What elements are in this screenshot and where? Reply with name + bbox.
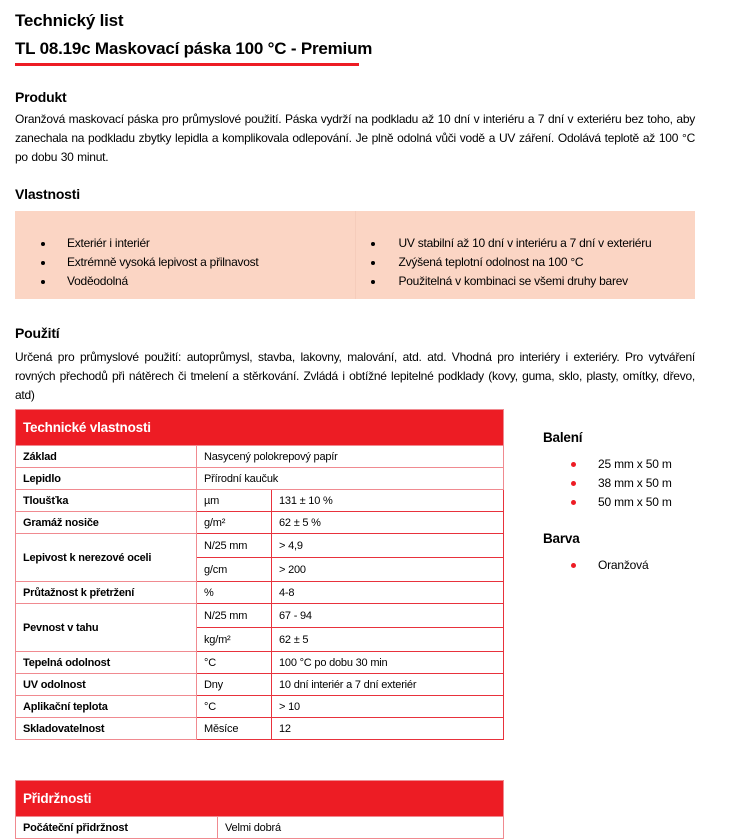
packaging-item: 25 mm x 50 m (598, 457, 672, 471)
row-unit: g/m² (197, 512, 272, 534)
bullet-icon (41, 280, 45, 284)
row-unit: % (197, 582, 272, 604)
row-unit: N/25 mm (197, 604, 272, 628)
section-heading-baleni: Balení (543, 430, 583, 445)
row-unit: Dny (197, 674, 272, 696)
property-item (15, 253, 355, 272)
table-row (16, 468, 504, 490)
property-text: Voděodolná (67, 274, 128, 288)
row-unit: Měsíce (197, 718, 272, 740)
table-row (16, 582, 504, 604)
row-value: Nasycený polokrepový papír (197, 446, 504, 468)
property-text: UV stabilní až 10 dní v interiéru a 7 dní v exteriéru (398, 236, 652, 250)
row-label: Tepelná odolnost (16, 652, 197, 674)
table-row (16, 512, 504, 534)
bullet-icon (371, 280, 375, 284)
bullet-icon (371, 242, 375, 246)
table-row (16, 718, 504, 740)
technical-properties-table (15, 409, 504, 740)
packaging-item: 38 mm x 50 m (598, 476, 672, 490)
product-title: TL 08.19c Maskovací páska 100 °C - Premium (15, 39, 373, 58)
bullet-icon (371, 261, 375, 265)
property-item (15, 234, 355, 253)
row-label: Průtažnost k přetržení (16, 582, 197, 604)
property-text: Použitelná v kombinaci se všemi druhy barev (398, 274, 628, 288)
row-label: Lepidlo (16, 468, 197, 490)
row-unit: kg/m² (197, 628, 272, 652)
property-text: Zvýšená teplotní odolnost na 100 °C (398, 255, 584, 269)
row-value: 131 ± 10 % (272, 490, 504, 512)
property-item (356, 253, 696, 272)
section-heading-vlastnosti: Vlastnosti (15, 186, 80, 202)
table-row (16, 652, 504, 674)
table-row (16, 674, 504, 696)
row-value: 12 (272, 718, 504, 740)
row-label: Lepivost k nerezové oceli (16, 534, 197, 582)
row-label: Základ (16, 446, 197, 468)
table-row (16, 446, 504, 468)
table-row (16, 490, 504, 512)
bullet-icon (41, 242, 45, 246)
row-value: > 200 (272, 558, 504, 582)
bullet-icon (41, 261, 45, 265)
section-heading-produkt: Produkt (15, 89, 67, 105)
title-underline (15, 63, 359, 66)
table-header: Technické vlastnosti (16, 410, 504, 446)
property-item (356, 234, 696, 253)
row-value: Velmi dobrá (218, 817, 504, 839)
property-item (356, 272, 696, 291)
table-row (16, 696, 504, 718)
row-value: 62 ± 5 % (272, 512, 504, 534)
produkt-text: Oranžová maskovací páska pro průmyslové použití. Páska vydrží na podkladu až 10 dní v interiéru a 7 dní v exteriéru bez toho, aby zanechala na podkladu zbytky lepidla a komplikovala odlepování. Je plně odolná vůči vodě a UV záření. Odolává teplotě až 100 °C po dobu 30 minut. (15, 112, 695, 164)
row-label: Tloušťka (16, 490, 197, 512)
bullet-icon (571, 500, 576, 505)
table-row (16, 604, 504, 628)
row-unit: °C (197, 696, 272, 718)
table-header: Přidržnosti (16, 781, 504, 817)
row-label: Počáteční přidržnost (16, 817, 218, 839)
row-value: 62 ± 5 (272, 628, 504, 652)
row-value: > 10 (272, 696, 504, 718)
properties-box (15, 211, 695, 299)
row-label: Gramáž nosiče (16, 512, 197, 534)
property-text: Extrémně vysoká lepivost a přilnavost (67, 255, 259, 269)
pouziti-text: Určená pro průmyslové použití: autoprůmysl, stavba, lakovny, malování, atd. atd. Vhodná pro interiéry i exteriéry. Pro vytváření rovných přechodů při nátěrech či tmelení a stěrkování. Zvládá i obtížné lepitelné podklady (kovy, guma, sklo, plasty, omítky, dřevo, atd) (15, 350, 695, 402)
row-unit: µm (197, 490, 272, 512)
row-label: UV odolnost (16, 674, 197, 696)
section-heading-barva: Barva (543, 531, 580, 546)
section-heading-pouziti: Použití (15, 325, 60, 341)
table-row (16, 534, 504, 558)
adhesion-table (15, 780, 504, 839)
row-unit: °C (197, 652, 272, 674)
property-item (15, 272, 355, 291)
table-row (16, 817, 504, 839)
row-value: 100 °C po dobu 30 min (272, 652, 504, 674)
row-value: 67 - 94 (272, 604, 504, 628)
row-label: Pevnost v tahu (16, 604, 197, 652)
row-label: Aplikační teplota (16, 696, 197, 718)
bullet-icon (571, 462, 576, 467)
row-unit: g/cm (197, 558, 272, 582)
row-value: 10 dní interiér a 7 dní exteriér (272, 674, 504, 696)
bullet-icon (571, 563, 576, 568)
properties-left-column (15, 211, 356, 299)
row-value: 4-8 (272, 582, 504, 604)
document-title: Technický list (15, 11, 124, 30)
bullet-icon (571, 481, 576, 486)
row-value: > 4,9 (272, 534, 504, 558)
row-label: Skladovatelnost (16, 718, 197, 740)
row-value: Přírodní kaučuk (197, 468, 504, 490)
packaging-item: 50 mm x 50 m (598, 495, 672, 509)
property-text: Exteriér i interiér (67, 236, 150, 250)
properties-right-column (356, 211, 696, 299)
color-item: Oranžová (598, 558, 649, 572)
row-unit: N/25 mm (197, 534, 272, 558)
